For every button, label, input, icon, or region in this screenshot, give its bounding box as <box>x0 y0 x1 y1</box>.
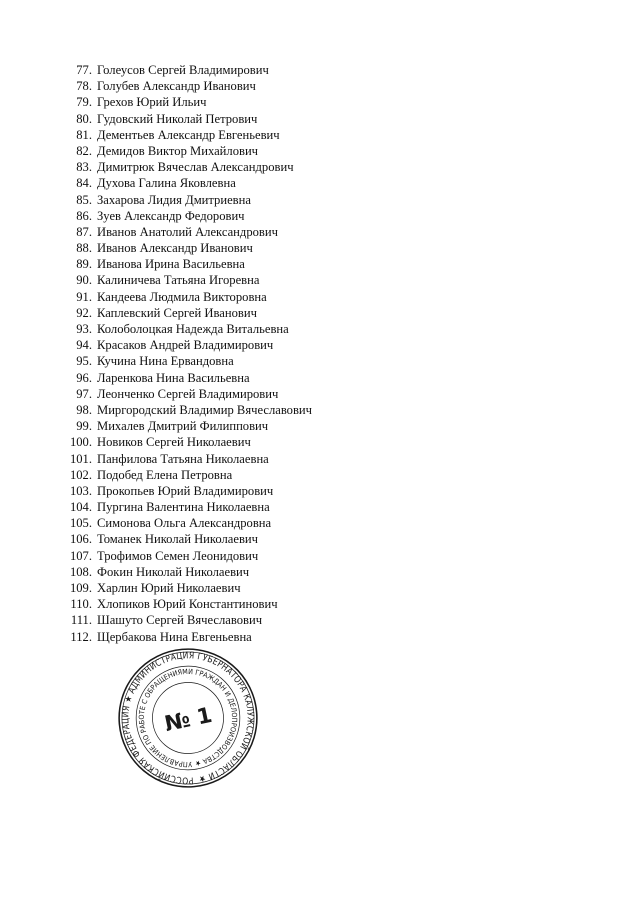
list-item-number: 89. <box>76 257 92 272</box>
list-item <box>0 548 640 564</box>
list-item-number: 81. <box>76 127 92 142</box>
list-item-name: Демидов Виктор Михайлович <box>97 143 259 158</box>
list-item <box>0 580 640 596</box>
list-item <box>0 515 640 531</box>
list-item-name: Иванов Анатолий Александрович <box>97 224 278 239</box>
list-item <box>0 483 640 499</box>
stamp-inner-text: УПРАВЛЕНИЕ ПО РАБОТЕ С ОБРАЩЕНИЯМИ ГРАЖДАН И ДЕЛОПРОИЗВОДСТВА ★ <box>136 666 240 770</box>
list-item <box>0 305 640 321</box>
list-item <box>0 111 640 127</box>
list-item-name: Зуев Александр Федорович <box>97 208 245 223</box>
list-item-number: 108. <box>69 564 92 579</box>
list-item-number: 92. <box>76 305 92 320</box>
list-item-name: Кучина Нина Ервандовна <box>97 354 234 369</box>
list-item <box>0 386 640 402</box>
list-item-name: Духова Галина Яковлевна <box>97 176 236 191</box>
list-item <box>0 596 640 612</box>
list-item <box>0 175 640 191</box>
list-item-name: Голубев Александр Иванович <box>97 79 256 94</box>
list-item <box>0 402 640 418</box>
list-item <box>0 499 640 515</box>
list-item-number: 109. <box>69 581 92 595</box>
list-item-name: Хлопиков Юрий Константинович <box>97 597 278 612</box>
list-item-number: 102. <box>69 467 92 482</box>
list-item-number: 86. <box>76 208 92 223</box>
list-item <box>0 192 640 208</box>
list-item-name: Трофимов Семен Леонидович <box>97 548 259 563</box>
list-item-name: Ларенкова Нина Васильевна <box>97 370 250 385</box>
list-item-number: 103. <box>69 483 92 498</box>
list-item <box>0 564 640 580</box>
list-item-name: Пургина Валентина Николаевна <box>97 500 270 515</box>
list-item-number: 105. <box>69 516 92 531</box>
list-item <box>0 159 640 175</box>
list-item-number: 85. <box>76 192 92 207</box>
list-item-number: 79. <box>76 95 92 110</box>
list-item-name: Новиков Сергей Николаевич <box>97 435 251 450</box>
name-list <box>0 62 640 645</box>
list-item-name: Фокин Николай Николаевич <box>97 564 250 579</box>
list-item <box>0 272 640 288</box>
list-item-name: Харлин Юрий Николаевич <box>97 581 241 595</box>
list-item-name: Дементьев Александр Евгеньевич <box>97 127 280 142</box>
list-item-name: Калиничева Татьяна Игоревна <box>97 273 260 288</box>
list-item-name: Иванова Ирина Васильевна <box>97 257 245 272</box>
list-item <box>0 418 640 434</box>
list-item-name: Красаков Андрей Владимирович <box>97 338 274 353</box>
list-item-name: Прокопьев Юрий Владимирович <box>97 483 274 498</box>
list-item-name: Гудовский Николай Петрович <box>97 111 258 126</box>
list-item-number: 83. <box>76 160 92 175</box>
list-item <box>0 224 640 240</box>
list-item-number: 110. <box>70 597 92 612</box>
list-item-number: 87. <box>76 224 92 239</box>
list-item <box>0 337 640 353</box>
list-item-name: Панфилова Татьяна Николаевна <box>97 451 269 466</box>
list-item <box>0 240 640 256</box>
list-item <box>0 256 640 272</box>
list-item-number: 99. <box>76 419 92 434</box>
list-item-number: 98. <box>76 402 92 417</box>
list-item <box>0 289 640 305</box>
list-item <box>0 612 640 628</box>
list-item <box>0 78 640 94</box>
list-item-name: Миргородский Владимир Вячеславович <box>97 402 313 417</box>
list-item-name: Колоболоцкая Надежда Витальевна <box>97 322 289 336</box>
list-item-name: Томанек Николай Николаевич <box>97 532 259 547</box>
list-item-name: Симонова Ольга Александровна <box>97 516 272 531</box>
list-item <box>0 127 640 143</box>
list-item-number: 106. <box>69 532 92 547</box>
list-item <box>0 208 640 224</box>
list-item-name: Димитрюк Вячеслав Александрович <box>97 160 294 175</box>
list-item-number: 84. <box>76 176 92 191</box>
list-item-name: Голеусов Сергей Владимирович <box>97 63 269 77</box>
list-item-number: 82. <box>76 143 92 158</box>
stamp-outer-text: РОССИЙСКАЯ ФЕДЕРАЦИЯ ★ АДМИНИСТРАЦИЯ ГУБЕРНАТОРА КАЛУЖСКОЙ ОБЛАСТИ ★ <box>120 650 256 786</box>
list-item-number: 111. <box>70 613 92 628</box>
list-item-number: 96. <box>76 370 92 385</box>
list-item <box>0 531 640 547</box>
list-item <box>0 434 640 450</box>
list-item-name: Щербакова Нина Евгеньевна <box>97 629 252 644</box>
list-item-number: 90. <box>76 273 92 288</box>
list-item-number: 101. <box>69 451 92 466</box>
list-item <box>0 629 640 645</box>
list-item-name: Михалев Дмитрий Филиппович <box>97 419 269 434</box>
list-item-name: Леонченко Сергей Владимирович <box>97 386 279 401</box>
list-item-name: Шашуто Сергей Вячеславович <box>97 613 263 628</box>
list-item-number: 77. <box>76 63 92 77</box>
list-item-name: Каплевский Сергей Иванович <box>97 305 257 320</box>
list-item-name: Кандеева Людмила Викторовна <box>97 289 267 304</box>
list-item-number: 104. <box>69 500 92 515</box>
list-item <box>0 62 640 78</box>
list-item-number: 93. <box>76 322 92 336</box>
list-item <box>0 451 640 467</box>
list-item <box>0 321 640 337</box>
list-item-number: 94. <box>76 338 92 353</box>
official-stamp <box>117 647 259 789</box>
list-item-number: 107. <box>69 548 92 563</box>
list-item <box>0 370 640 386</box>
list-item-number: 78. <box>76 79 92 94</box>
list-item-name: Грехов Юрий Ильич <box>97 95 207 110</box>
list-item-number: 95. <box>76 354 92 369</box>
list-item <box>0 143 640 159</box>
list-item-name: Захарова Лидия Дмитриевна <box>97 192 251 207</box>
list-item <box>0 94 640 110</box>
list-item-number: 100. <box>69 435 92 450</box>
list-item-number: 91. <box>76 289 92 304</box>
list-item-number: 80. <box>76 111 92 126</box>
list-item <box>0 467 640 483</box>
list-item-name: Подобед Елена Петровна <box>97 467 233 482</box>
list-item-number: 97. <box>76 386 92 401</box>
list-item <box>0 353 640 369</box>
list-item-name: Иванов Александр Иванович <box>97 241 253 256</box>
stamp-number: № 1 <box>162 702 215 738</box>
list-item-number: 112. <box>70 629 92 644</box>
list-item-number: 88. <box>76 241 92 256</box>
